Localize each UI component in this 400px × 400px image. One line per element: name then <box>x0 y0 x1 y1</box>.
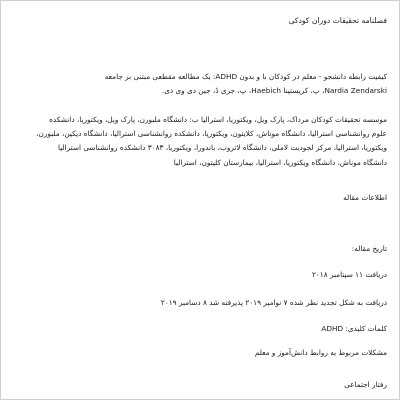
received-date: دریافت ۱۱ سپتامبر ۲۰۱۸ <box>311 270 387 279</box>
keyword-item: رفتار اجتماعی <box>344 380 387 389</box>
keywords-label: کلمات کلیدی: ADHD <box>321 324 387 333</box>
article-title: کیفیت رابطه دانشجو - معلم در کودکان با و بدون ADHD: یک مطالعه مقطعی مبتنی بر جامعه <box>104 72 387 81</box>
revised-accepted-date: دریافت به شکل تجدید نظر شده ۷ نوامبر ۲۰۱۹ پذیرفته شد ۸ دسامبر ۲۰۱۹ <box>160 298 387 307</box>
affiliation-line: ویکتوریا، استرالیا، مرکز لجودیت لاملی، دانشگاه لاتروب، باندورا، ویکتوریا، ۳۰۸۳ دانشکده روانشناسی استرالیا <box>57 143 387 152</box>
author-list: Nardia Zendarski، پ، کریستینا Haebich، پ، جری ڈ، جین دی وی دی. <box>161 86 387 95</box>
article-history-label: تاریخ مقاله: <box>351 244 387 253</box>
affiliation-line: موسسه تحقیقات کودکان مرداک، پارک ویل، ویکتوریا، استرالیا ب: دانشگاه ملبورن، پارک ویل، ویکتوریا، دانشکده <box>49 115 387 124</box>
affiliation-line: دانشگاه موناش، دانشگاه ویکتوریا، استرالیا، بیمارستان کلیتون، استرالیا <box>173 158 387 167</box>
article-info-heading: اطلاعات مقاله <box>343 193 387 202</box>
keyword-item: مشکلات مربوط به روابط دانش‌آموز و معلم <box>254 348 387 357</box>
affiliation-line: علوم روانشناسی استرالیا، دانشگاه موناش، کلایتون، ویکتوریا، دانشکده روانشناسی استرالیا، دانشگاه دیکین، ملبورن، <box>36 129 387 138</box>
journal-name: فصلنامه تحقیقات دوران کودکی <box>288 16 387 25</box>
